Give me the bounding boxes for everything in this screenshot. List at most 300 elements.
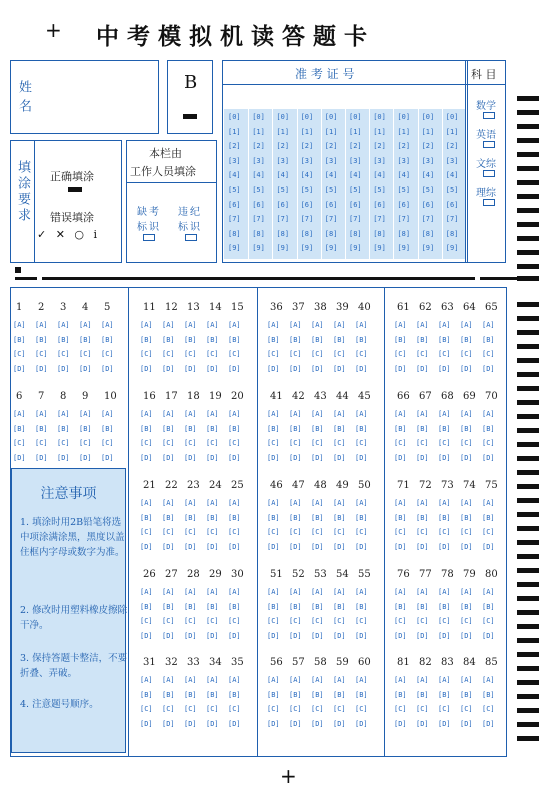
answer-bubble[interactable]: [C] [206,528,219,536]
exam-id-bubble[interactable]: [0] [300,113,314,121]
answer-bubble[interactable]: [A] [438,410,451,418]
answer-bubble[interactable]: [A] [438,588,451,596]
answer-bubble[interactable]: [A] [289,588,302,596]
answer-bubble[interactable]: [B] [140,513,153,522]
answer-bubble[interactable]: [C] [438,350,451,358]
answer-bubble[interactable]: [A] [333,410,346,418]
answer-bubble[interactable]: [B] [206,602,219,611]
exam-id-bubble[interactable]: [5] [445,186,459,194]
exam-id-bubble[interactable]: [1] [373,127,386,136]
answer-bubble[interactable]: [D] [184,364,197,373]
answer-bubble[interactable]: [D] [289,453,302,462]
exam-id-bubble[interactable]: [0] [252,113,265,121]
answer-bubble[interactable]: [A] [482,410,495,418]
exam-id-bubble[interactable]: [1] [300,127,314,136]
answer-bubble[interactable]: [D] [228,364,241,373]
answer-bubble[interactable]: [B] [333,602,346,611]
exam-id-bubble[interactable]: [8] [252,229,265,238]
answer-bubble[interactable]: [D] [184,453,197,462]
answer-bubble[interactable]: [C] [333,528,346,536]
answer-bubble[interactable]: [D] [438,631,451,640]
answer-bubble[interactable]: [D] [13,364,26,373]
exam-id-bubble[interactable]: [3] [228,156,241,165]
answer-bubble[interactable]: [A] [140,321,153,329]
exam-id-bubble[interactable]: [1] [252,127,265,136]
answer-bubble[interactable]: [B] [355,690,368,699]
answer-bubble[interactable]: [C] [184,528,197,536]
exam-id-bubble[interactable]: [4] [373,171,386,180]
answer-bubble[interactable]: [B] [416,602,429,611]
answer-bubble[interactable]: [B] [35,424,48,433]
answer-bubble[interactable]: [B] [311,335,324,344]
answer-bubble[interactable]: [B] [460,424,473,433]
answer-bubble[interactable]: [D] [206,453,219,462]
answer-bubble[interactable]: [D] [162,719,175,728]
answer-bubble[interactable]: [B] [460,335,473,344]
answer-bubble[interactable]: [B] [162,602,175,611]
answer-bubble[interactable]: [D] [333,631,346,640]
answer-bubble[interactable]: [B] [482,424,495,433]
answer-bubble[interactable]: [A] [267,676,280,684]
answer-bubble[interactable]: [D] [79,364,92,373]
answer-bubble[interactable]: [A] [267,588,280,596]
exam-id-bubble[interactable]: [0] [324,113,338,121]
answer-bubble[interactable]: [C] [333,617,346,625]
answer-bubble[interactable]: [C] [438,705,451,713]
answer-bubble[interactable]: [A] [140,588,153,596]
answer-bubble[interactable]: [D] [355,364,368,373]
answer-bubble[interactable]: [B] [140,424,153,433]
answer-bubble[interactable]: [C] [35,439,48,447]
answer-bubble[interactable]: [B] [267,513,280,522]
answer-bubble[interactable]: [C] [482,528,495,536]
answer-bubble[interactable]: [A] [311,676,324,684]
answer-bubble[interactable]: [B] [355,513,368,522]
exam-id-bubble[interactable]: [2] [373,142,386,151]
answer-bubble[interactable]: [A] [355,676,368,684]
exam-id-bubble[interactable]: [1] [421,127,435,136]
answer-bubble[interactable]: [C] [35,350,48,358]
answer-bubble[interactable]: [A] [140,410,153,418]
answer-bubble[interactable]: [A] [228,499,241,507]
answer-bubble[interactable]: [D] [438,364,451,373]
answer-bubble[interactable]: [D] [394,542,407,551]
answer-bubble[interactable]: [C] [228,617,241,625]
answer-bubble[interactable]: [D] [333,719,346,728]
exam-id-bubble[interactable]: [3] [276,156,290,165]
answer-bubble[interactable]: [C] [101,350,114,358]
answer-bubble[interactable]: [D] [79,453,92,462]
answer-bubble[interactable]: [A] [184,410,197,418]
answer-bubble[interactable]: [B] [333,513,346,522]
exam-id-bubble[interactable]: [2] [397,142,411,151]
answer-bubble[interactable]: [B] [289,690,302,699]
answer-bubble[interactable]: [A] [206,588,219,596]
answer-bubble[interactable]: [D] [355,631,368,640]
answer-bubble[interactable]: [B] [206,424,219,433]
answer-bubble[interactable]: [A] [289,676,302,684]
exam-id-bubble[interactable]: [3] [397,156,411,165]
exam-id-bubble[interactable]: [5] [397,186,411,194]
answer-bubble[interactable]: [B] [355,602,368,611]
answer-bubble[interactable]: [C] [228,528,241,536]
answer-bubble[interactable]: [D] [228,542,241,551]
answer-bubble[interactable]: [B] [311,602,324,611]
answer-bubble[interactable]: [D] [438,453,451,462]
exam-id-bubble[interactable]: [3] [252,156,265,165]
exam-id-bubble[interactable]: [4] [228,171,241,180]
answer-bubble[interactable]: [C] [206,617,219,625]
exam-id-bubble[interactable]: [0] [228,113,241,121]
exam-id-bubble[interactable]: [6] [421,200,435,209]
answer-bubble[interactable]: [D] [438,719,451,728]
answer-bubble[interactable]: [B] [162,690,175,699]
answer-bubble[interactable]: [A] [228,588,241,596]
answer-bubble[interactable]: [D] [416,719,429,728]
answer-bubble[interactable]: [C] [482,705,495,713]
exam-id-bubble[interactable]: [9] [300,244,314,253]
answer-bubble[interactable]: [B] [416,690,429,699]
answer-bubble[interactable]: [B] [311,690,324,699]
answer-bubble[interactable]: [D] [57,453,70,462]
answer-bubble[interactable]: [D] [311,453,324,462]
answer-bubble[interactable]: [C] [267,350,280,358]
answer-bubble[interactable]: [A] [394,676,407,684]
answer-bubble[interactable]: [A] [416,410,429,418]
answer-bubble[interactable]: [A] [289,499,302,507]
exam-id-bubble[interactable]: [2] [421,142,435,151]
answer-bubble[interactable]: [B] [184,690,197,699]
answer-bubble[interactable]: [D] [35,453,48,462]
answer-bubble[interactable]: [D] [355,453,368,462]
answer-bubble[interactable]: [C] [206,705,219,713]
answer-bubble[interactable]: [A] [438,676,451,684]
exam-id-bubble[interactable]: [3] [349,156,362,165]
answer-bubble[interactable]: [D] [355,542,368,551]
answer-bubble[interactable]: [C] [311,705,324,713]
answer-bubble[interactable]: [A] [57,410,70,418]
answer-bubble[interactable]: [B] [228,602,241,611]
answer-bubble[interactable]: [A] [206,499,219,507]
answer-bubble[interactable]: [D] [228,631,241,640]
answer-bubble[interactable]: [A] [333,499,346,507]
answer-bubble[interactable]: [B] [13,424,26,433]
exam-id-bubble[interactable]: [8] [445,229,459,238]
answer-bubble[interactable]: [D] [267,542,280,551]
answer-bubble[interactable]: [B] [289,424,302,433]
exam-id-bubble[interactable]: [6] [300,200,314,209]
answer-bubble[interactable]: [A] [289,410,302,418]
answer-bubble[interactable]: [C] [460,439,473,447]
exam-id-bubble[interactable]: [6] [349,200,362,209]
answer-bubble[interactable]: [A] [101,410,114,418]
answer-bubble[interactable]: [D] [333,453,346,462]
answer-bubble[interactable]: [A] [206,410,219,418]
answer-bubble[interactable]: [C] [416,528,429,536]
answer-bubble[interactable]: [C] [184,617,197,625]
exam-id-bubble[interactable]: [4] [276,171,290,180]
answer-bubble[interactable]: [B] [482,690,495,699]
answer-bubble[interactable]: [A] [482,676,495,684]
answer-bubble[interactable]: [A] [394,410,407,418]
answer-bubble[interactable]: [C] [311,617,324,625]
exam-id-bubble[interactable]: [7] [421,215,435,224]
answer-bubble[interactable]: [B] [140,690,153,699]
answer-bubble[interactable]: [B] [228,335,241,344]
exam-id-bubble[interactable]: [3] [445,156,459,165]
answer-bubble[interactable]: [C] [228,705,241,713]
answer-bubble[interactable]: [A] [394,321,407,329]
answer-bubble[interactable]: [D] [13,453,26,462]
exam-id-bubble[interactable]: [6] [373,200,386,209]
answer-bubble[interactable]: [C] [460,528,473,536]
answer-bubble[interactable]: [D] [438,542,451,551]
answer-bubble[interactable]: [C] [140,350,153,358]
answer-bubble[interactable]: [C] [460,350,473,358]
answer-bubble[interactable]: [B] [311,513,324,522]
answer-bubble[interactable]: [A] [460,588,473,596]
answer-bubble[interactable]: [C] [394,705,407,713]
exam-id-bubble[interactable]: [6] [252,200,265,209]
exam-id-bubble[interactable]: [7] [349,215,362,224]
exam-id-bubble[interactable]: [5] [421,186,435,194]
answer-bubble[interactable]: [B] [228,690,241,699]
exam-id-bubble[interactable]: [1] [228,127,241,136]
answer-bubble[interactable]: [A] [355,410,368,418]
answer-bubble[interactable]: [D] [57,364,70,373]
exam-id-bubble[interactable]: [5] [228,186,241,194]
exam-id-bubble[interactable]: [7] [300,215,314,224]
answer-bubble[interactable]: [D] [140,631,153,640]
exam-id-bubble[interactable]: [7] [252,215,265,224]
answer-bubble[interactable]: [D] [162,364,175,373]
exam-id-bubble[interactable]: [3] [300,156,314,165]
answer-bubble[interactable]: [D] [206,631,219,640]
answer-bubble[interactable]: [B] [206,335,219,344]
answer-bubble[interactable]: [C] [162,350,175,358]
answer-bubble[interactable]: [B] [162,424,175,433]
answer-bubble[interactable]: [B] [206,690,219,699]
answer-bubble[interactable]: [C] [355,528,368,536]
answer-bubble[interactable]: [C] [289,439,302,447]
answer-bubble[interactable]: [C] [267,705,280,713]
answer-bubble[interactable]: [A] [333,676,346,684]
subject-checkbox[interactable] [483,199,495,206]
answer-bubble[interactable]: [A] [228,410,241,418]
answer-bubble[interactable]: [B] [57,424,70,433]
absent-checkbox[interactable] [143,234,155,241]
exam-id-bubble[interactable]: [6] [228,200,241,209]
answer-bubble[interactable]: [B] [184,513,197,522]
answer-bubble[interactable]: [B] [101,335,114,344]
answer-bubble[interactable]: [B] [394,335,407,344]
answer-bubble[interactable]: [C] [416,617,429,625]
answer-bubble[interactable]: [C] [289,528,302,536]
exam-id-bubble[interactable]: [4] [421,171,435,180]
answer-bubble[interactable]: [B] [438,513,451,522]
answer-bubble[interactable]: [D] [184,719,197,728]
exam-id-bubble[interactable]: [7] [397,215,411,224]
exam-id-bubble[interactable]: [4] [397,171,411,180]
exam-id-bubble[interactable]: [6] [445,200,459,209]
exam-id-bubble[interactable]: [5] [252,186,265,194]
answer-bubble[interactable]: [C] [228,439,241,447]
answer-bubble[interactable]: [D] [184,542,197,551]
answer-bubble[interactable]: [D] [289,719,302,728]
answer-bubble[interactable]: [C] [482,439,495,447]
answer-bubble[interactable]: [B] [162,335,175,344]
answer-bubble[interactable]: [D] [162,453,175,462]
answer-bubble[interactable]: [A] [140,676,153,684]
answer-bubble[interactable]: [A] [184,499,197,507]
exam-id-bubble[interactable]: [4] [252,171,265,180]
exam-id-bubble[interactable]: [2] [276,142,290,151]
answer-bubble[interactable]: [D] [206,719,219,728]
exam-id-bubble[interactable]: [8] [397,229,411,238]
answer-bubble[interactable]: [D] [289,631,302,640]
answer-bubble[interactable]: [C] [482,350,495,358]
answer-bubble[interactable]: [A] [438,499,451,507]
answer-bubble[interactable]: [D] [206,542,219,551]
answer-bubble[interactable]: [C] [101,439,114,447]
answer-bubble[interactable]: [D] [140,364,153,373]
answer-bubble[interactable]: [C] [394,439,407,447]
answer-bubble[interactable]: [B] [228,424,241,433]
answer-bubble[interactable]: [D] [311,631,324,640]
answer-bubble[interactable]: [A] [460,321,473,329]
exam-id-bubble[interactable]: [5] [349,186,362,194]
answer-bubble[interactable]: [A] [228,676,241,684]
answer-bubble[interactable]: [D] [206,364,219,373]
answer-bubble[interactable]: [C] [311,439,324,447]
answer-bubble[interactable]: [C] [184,439,197,447]
answer-bubble[interactable]: [D] [416,631,429,640]
answer-bubble[interactable]: [A] [162,321,175,329]
answer-bubble[interactable]: [B] [394,513,407,522]
exam-id-bubble[interactable]: [6] [324,200,338,209]
answer-bubble[interactable]: [B] [289,602,302,611]
answer-bubble[interactable]: [D] [184,631,197,640]
exam-id-bubble[interactable]: [5] [300,186,314,194]
exam-id-bubble[interactable]: [6] [397,200,411,209]
answer-bubble[interactable]: [B] [394,690,407,699]
exam-id-bubble[interactable]: [4] [324,171,338,180]
answer-bubble[interactable]: [D] [267,364,280,373]
answer-bubble[interactable]: [C] [140,617,153,625]
answer-bubble[interactable]: [B] [460,602,473,611]
answer-bubble[interactable]: [A] [482,588,495,596]
subject-checkbox[interactable] [483,170,495,177]
exam-id-bubble[interactable]: [1] [349,127,362,136]
answer-bubble[interactable]: [C] [140,439,153,447]
answer-bubble[interactable]: [C] [438,617,451,625]
answer-bubble[interactable]: [C] [289,617,302,625]
answer-bubble[interactable]: [C] [267,617,280,625]
answer-bubble[interactable]: [C] [140,528,153,536]
exam-id-bubble[interactable]: [7] [373,215,386,224]
answer-bubble[interactable]: [B] [394,424,407,433]
answer-bubble[interactable]: [A] [355,499,368,507]
answer-bubble[interactable]: [A] [311,321,324,329]
answer-bubble[interactable]: [C] [13,439,26,447]
exam-id-bubble[interactable]: [0] [276,113,290,121]
answer-bubble[interactable]: [B] [140,602,153,611]
answer-bubble[interactable]: [D] [311,364,324,373]
answer-bubble[interactable]: [B] [267,335,280,344]
answer-bubble[interactable]: [C] [57,439,70,447]
answer-bubble[interactable]: [C] [184,350,197,358]
answer-bubble[interactable]: [C] [289,705,302,713]
exam-id-bubble[interactable]: [7] [445,215,459,224]
answer-bubble[interactable]: [A] [333,321,346,329]
answer-bubble[interactable]: [C] [79,439,92,447]
exam-id-bubble[interactable]: [0] [421,113,435,121]
answer-bubble[interactable]: [D] [416,364,429,373]
exam-id-bubble[interactable]: [3] [324,156,338,165]
answer-bubble[interactable]: [C] [267,528,280,536]
exam-id-bubble[interactable]: [8] [228,229,241,238]
answer-bubble[interactable]: [D] [394,631,407,640]
answer-bubble[interactable]: [B] [438,690,451,699]
answer-bubble[interactable]: [D] [416,453,429,462]
answer-bubble[interactable]: [D] [394,364,407,373]
exam-id-bubble[interactable]: [7] [228,215,241,224]
answer-bubble[interactable]: [A] [140,499,153,507]
exam-id-bubble[interactable]: [9] [373,244,386,253]
answer-bubble[interactable]: [D] [482,719,495,728]
exam-id-bubble[interactable]: [9] [228,244,241,253]
answer-bubble[interactable]: [D] [333,364,346,373]
answer-bubble[interactable]: [A] [460,410,473,418]
answer-bubble[interactable]: [B] [57,335,70,344]
answer-bubble[interactable]: [D] [460,542,473,551]
exam-id-bubble[interactable]: [6] [276,200,290,209]
answer-bubble[interactable]: [C] [311,350,324,358]
answer-bubble[interactable]: [C] [355,617,368,625]
answer-bubble[interactable]: [B] [416,513,429,522]
answer-bubble[interactable]: [B] [416,424,429,433]
answer-bubble[interactable]: [B] [311,424,324,433]
exam-id-bubble[interactable]: [9] [445,244,459,253]
answer-bubble[interactable]: [A] [267,499,280,507]
answer-bubble[interactable]: [A] [267,321,280,329]
answer-bubble[interactable]: [A] [206,321,219,329]
answer-bubble[interactable]: [D] [228,719,241,728]
answer-bubble[interactable]: [B] [79,335,92,344]
answer-bubble[interactable]: [C] [438,439,451,447]
answer-bubble[interactable]: [A] [267,410,280,418]
answer-bubble[interactable]: [C] [333,439,346,447]
exam-id-bubble[interactable]: [9] [397,244,411,253]
answer-bubble[interactable]: [C] [333,350,346,358]
answer-bubble[interactable]: [B] [13,335,26,344]
answer-bubble[interactable]: [A] [311,588,324,596]
exam-id-bubble[interactable]: [0] [349,113,362,121]
answer-bubble[interactable]: [B] [289,513,302,522]
answer-bubble[interactable]: [A] [101,321,114,329]
answer-bubble[interactable]: [D] [101,453,114,462]
answer-bubble[interactable]: [A] [460,499,473,507]
answer-bubble[interactable]: [A] [13,410,26,418]
answer-bubble[interactable]: [D] [482,631,495,640]
answer-bubble[interactable]: [A] [184,676,197,684]
answer-bubble[interactable]: [C] [184,705,197,713]
answer-bubble[interactable]: [C] [57,350,70,358]
answer-bubble[interactable]: [C] [311,528,324,536]
exam-id-bubble[interactable]: [2] [228,142,241,151]
answer-bubble[interactable]: [B] [394,602,407,611]
exam-id-bubble[interactable]: [3] [373,156,386,165]
